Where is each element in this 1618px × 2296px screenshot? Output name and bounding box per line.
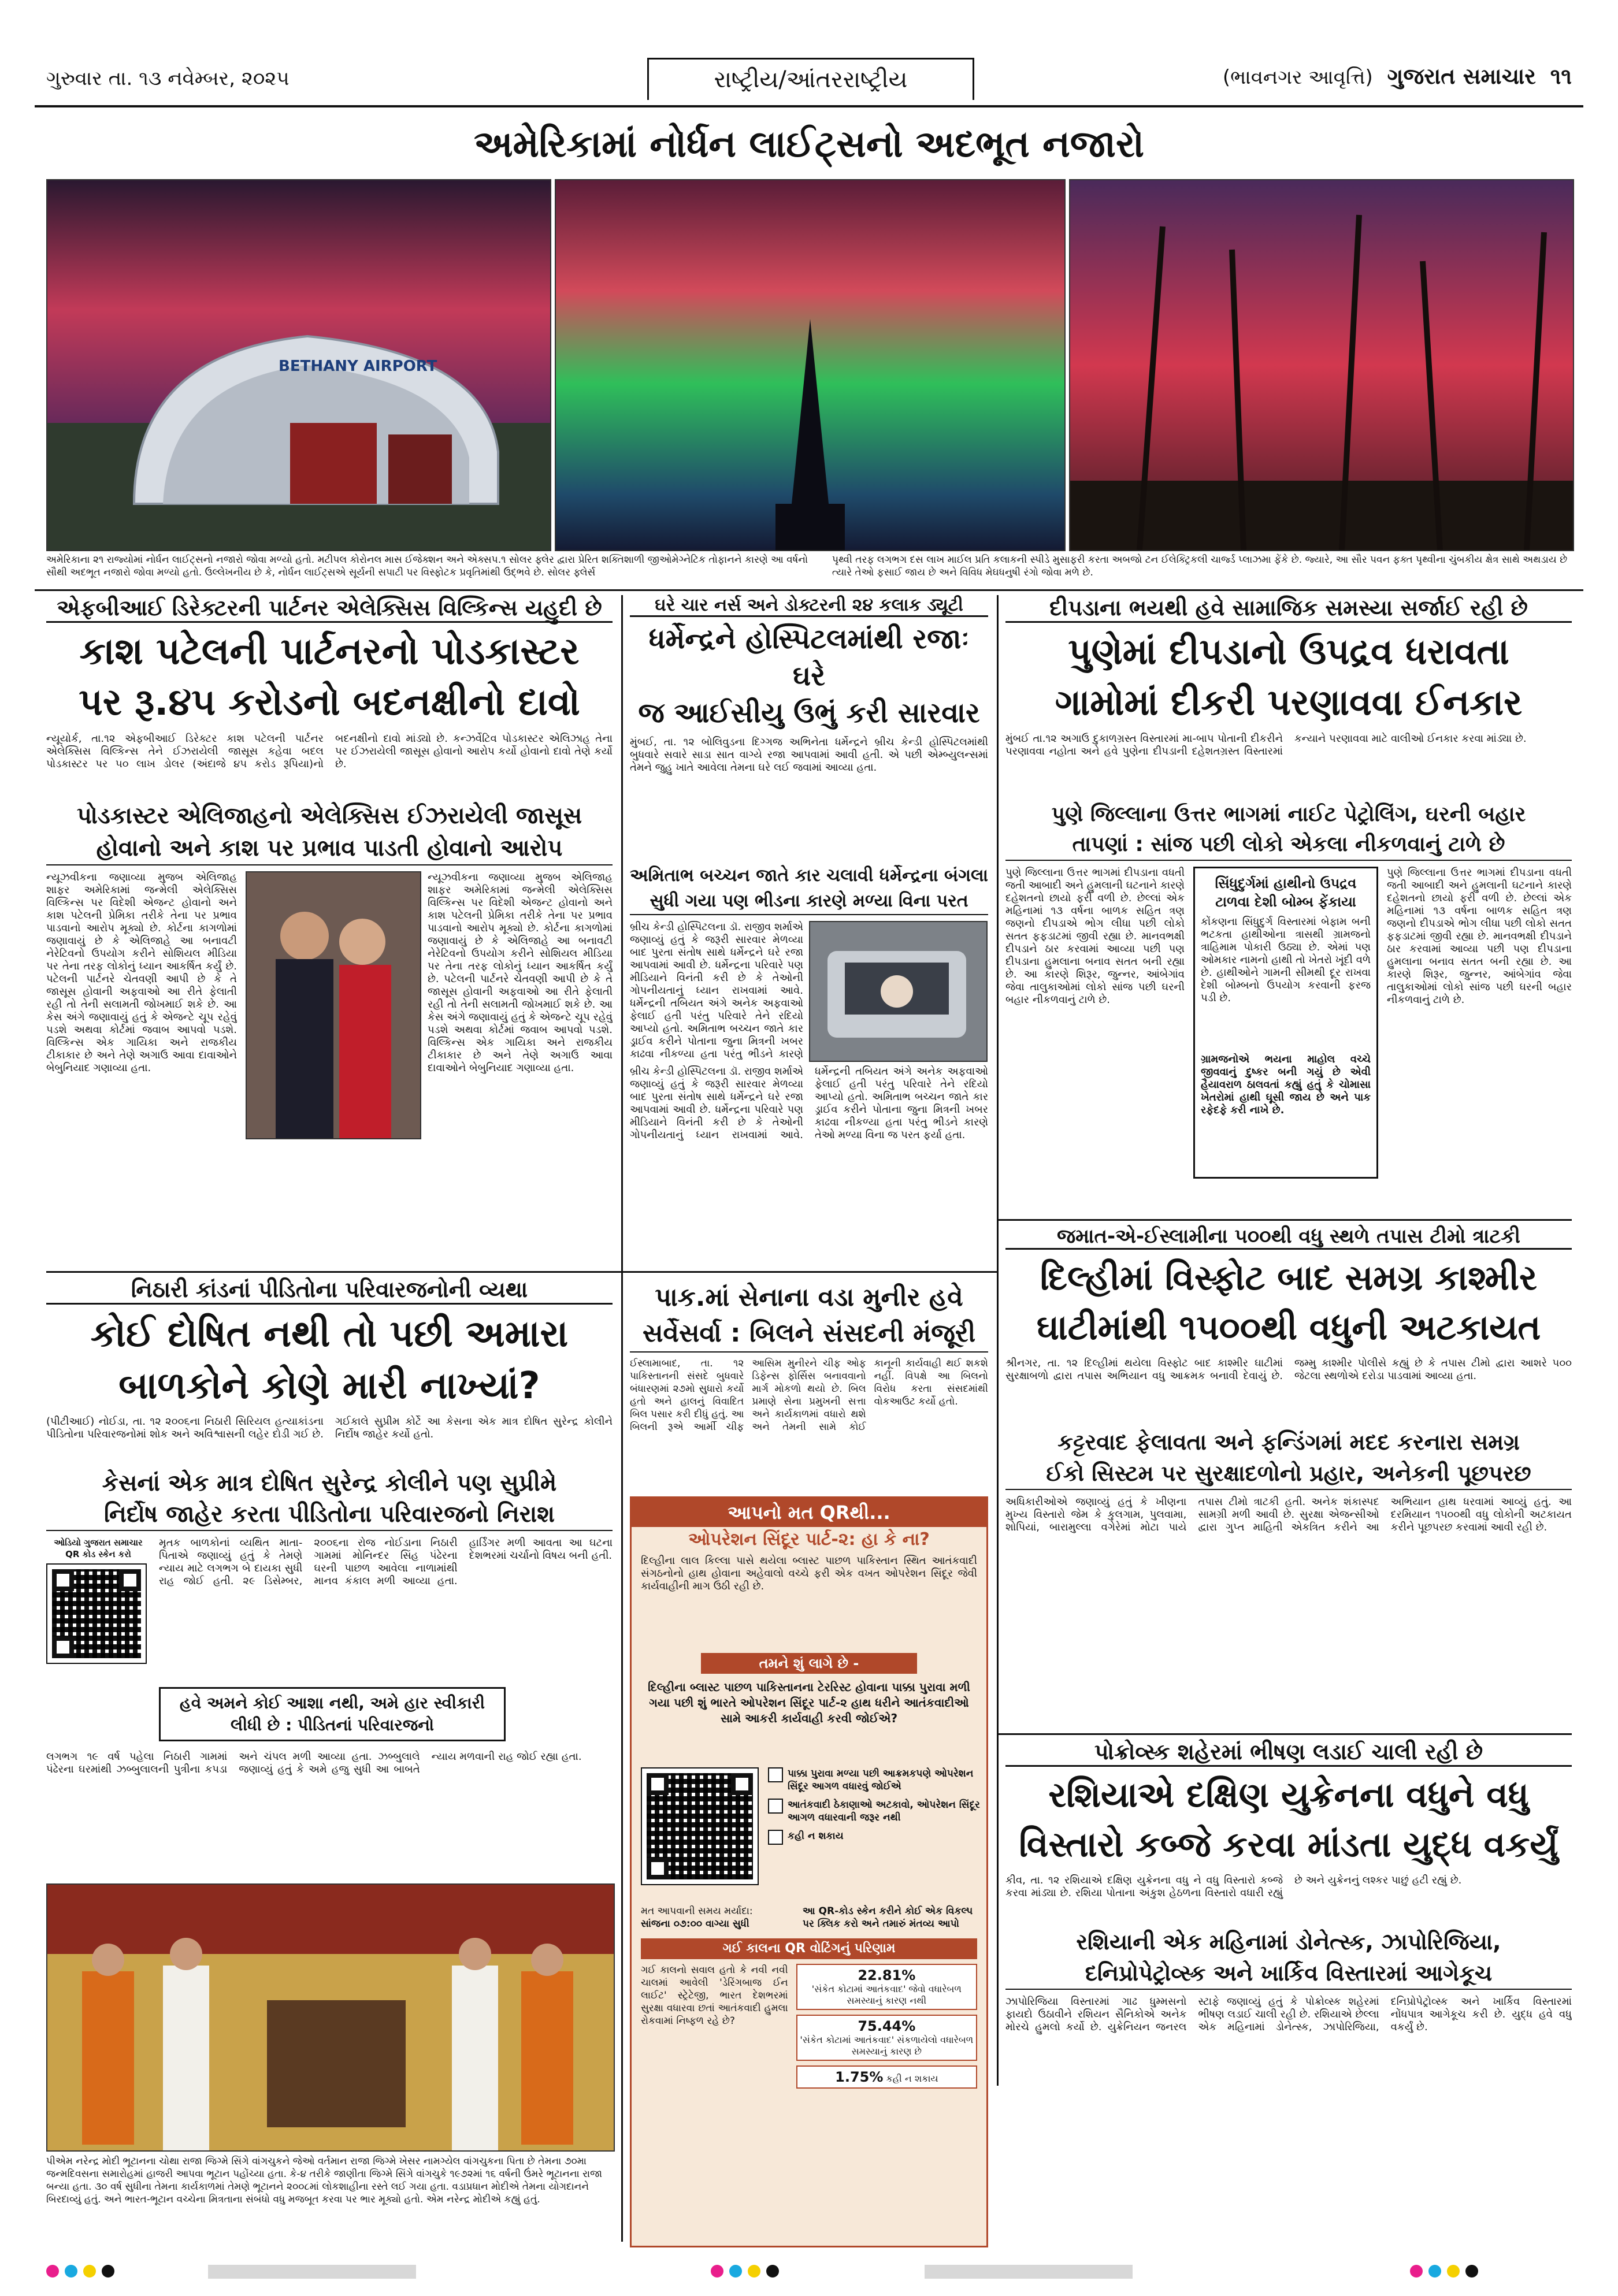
checkbox-icon	[768, 1830, 783, 1845]
poll-result-pct: 22.81%	[858, 1967, 916, 1983]
photo-couple	[246, 871, 421, 1139]
audio-qr-block	[46, 1537, 150, 1664]
photo-bhutan-ceremony	[46, 1883, 615, 2152]
magenta-dot	[711, 2265, 723, 2278]
story3-sub-1: પુણે જિલ્લાના ઉત્તર ભાગમાં નાઈટ પેટ્રોલિંગ, ઘરની બહાર	[1051, 803, 1526, 826]
elephant-box-body-2: ગ્રામજનોએ ભયના માહોલ વચ્ચે જીવવાનું દુષ્કર બની ગયું છે એવી હૈયાવરાળ ઠાલવતાં કહ્યું હતું કે ચોમાસા ખેતરોમાં હાથી ઘૂસી જાય છે અને પાક રફેદફે કરી નાખે છે.	[1201, 1053, 1371, 1116]
photo-steeple-aurora	[555, 179, 1066, 551]
story4-kicker: નિઠારી કાંડનાં પીડિતોના પરિવારજનોની વ્યથા	[46, 1277, 613, 1305]
story7-headline-2: વિસ્તારો કબ્જે કરવા માંડતા યુદ્ધ વકર્યું	[1019, 1825, 1558, 1865]
poll-question: દિલ્હીના બ્લાસ્ટ પાછળ પાકિસ્તાનના ટેરરિસ્ટ હોવાના પાક્કા પુરાવા મળી ગયા પછી શું ભારતે ઓપરેશન સિંદૂર પાર્ટ-૨ હાથ ધરીને આતંકવાદીઓ સામે આકરી કાર્યવાહી કરવી જોઈએ?	[648, 1680, 970, 1725]
story5-headline-1: પાક.માં સેનાના વડા મુનીર હવે	[655, 1283, 963, 1312]
story4-sub-2: નિર્દોષ જાહેર કરતા પીડિતોના પરિવારજનો નિરાશ	[46, 1499, 613, 1531]
section-rule	[997, 1219, 1572, 1221]
story6-lead: શ્રીનગર, તા. ૧૨ દિલ્હીમાં થયેલા વિસ્ફોટ બાદ કાશ્મીર ઘાટીમાં સુરક્ષાબળો દ્વારા તપાસ અભિયાન વધુ આક્રમક બનાવી દેવાયું છે. જમ્મુ કાશ્મીર પોલીસે કહ્યું છે કે તપાસ ટીમો દ્વારા આશરે ૫૦૦ જેટલા સ્થળોએ દરોડા પાડવામાં આવ્યા હતા.	[1005, 1357, 1572, 1382]
story7-kicker: પોક્રોવ્સ્ક શહેરમાં ભીષણ લડાઈ ચાલી રહી છે	[1005, 1739, 1572, 1767]
section-rule	[35, 589, 1583, 591]
audio-qr-code[interactable]	[46, 1563, 147, 1664]
story-dharmendra	[630, 595, 988, 1279]
story6-body: અધિકારીઓએ જણાવ્યું હતું કે ખીણના મુખ્ય વિસ્તારો જેમ કે કુલગામ, પુલવામા, શોપિયાં, બારામુલ્લા વગેરેમાં મોટા પાયે તપાસ ટીમો ત્રાટકી હતી. અનેક શંકાસ્પદ સામગ્રી મળી આવી છે. સુરક્ષા એજન્સીઓ દ્વારા ગુપ્ત માહિતી એકત્રિત કરીને આ અભિયાન હાથ ધરવામાં આવ્યું હતું. આ દરમિયાન ૧૫૦૦થી વધુ લોકોની અટકાયત કરીને પૂછપરછ કરવામાં આવી રહી છે.	[1005, 1496, 1572, 1533]
paper-name: ગુજરાત સમાચાર	[1387, 64, 1536, 89]
story2-sub-1: અમિતાભ બચ્ચન જાતે કાર ચલાવી ધર્મેન્દ્રના બંગલા	[630, 865, 989, 886]
edition-masthead	[1223, 64, 1572, 90]
story1-body-col3: ન્યૂઝવીકના જણાવ્યા મુજબ એલિજાહ શાફર અમેરિકામાં જન્મેલી એલેક્સિસ વિલ્કિન્સ પર વિદેશી એજન્ટ હોવાનો અને કાશ પટેલની પ્રેમિકા તરીકે તેના પર પ્રભાવ પાડવાનો આરોપ મૂક્યો છે. કોર્ટના કાગળોમાં જણાવાયું છે કે એલિજાહે આ બનાવટી નેરેટિવનો ઉપયોગ કરીને સોશિયલ મીડિયા પર તેના તરફ લોકોનું ધ્યાન આકર્ષિત કર્યું છે. પટેલની પાર્ટનરે ચેતવણી આપી છે કે તે જાસૂસ હોવાની અફવાઓ આ રીતે ફેલાતી રહી તો તેની સલામતી જોખમાઈ શકે છે. આ કેસ અંગે જણાવાયું હતું કે એજન્ટે ચૂપ રહેવું પડશે અથવા કોર્ટમાં જવાબ આપવો પડશે. વિલ્કિન્સ એક ગાયિકા અને રાજકીય ટીકાકાર છે અને તેણે અગાઉ આવા દાવાઓને બેબુનિયાદ ગણાવ્યા હતા.	[428, 871, 613, 1074]
story4-body-2: લગભગ ૧૯ વર્ષ પહેલા નિઠારી ગામમાં પંઢેરના ઘરમાંથી ઝબ્બુલાલની પુત્રીના કપડા અને ચંપલ મળી આવ્યા હતા. ઝબ્બુલાલે જણાવ્યું હતું કે અમે હજુ સુધી આ બાબતે ન્યાય મળવાની રાહ જોઈ રહ્યા હતા.	[46, 1751, 582, 1775]
elephant-sidebar-box	[1193, 867, 1378, 1179]
poll-option-label: પાક્કા પુરાવા મળ્યા પછી આક્રમકપણે ઓપરેશન સિંદૂર આગળ વધારવું જોઈએ	[788, 1768, 974, 1792]
story6-kicker: જમાત-એ-ઈસ્લામીના ૫૦૦થી વધુ સ્થળે તપાસ ટીમો ત્રાટકી	[1005, 1225, 1572, 1250]
story4-lead: (પીટીઆઈ) નોઈડા, તા. ૧૨ ૨૦૦૬ના નિઠારી સિરિયલ હત્યાકાંડના પીડિતોના પરિવારજનોમાં શોક અને અવિશ્વાસની લહેર દોડી ગઈ છે. ગઈકાલે સુપ્રીમ કોર્ટે આ કેસના એક માત્ર દોષિત સુરેન્દ્ર કોલીને નિર્દોષ જાહેર કર્યો હતો.	[46, 1416, 613, 1440]
hangar-aurora-graphic	[47, 180, 550, 550]
column-rule	[621, 595, 623, 1271]
story-pakistan	[630, 1280, 988, 1530]
poll-result-pct: 1.75%	[835, 2069, 884, 2085]
car-graphic	[810, 922, 986, 1061]
story1-sub-1: પોડકાસ્ટર એલિજાહનો એલેક્સિસ ઈઝરાયેલી જાસૂસ	[76, 803, 582, 829]
story-kash-patel	[46, 595, 613, 1241]
black-dot	[766, 2265, 779, 2278]
photo-caption-right: પૃથ્વી તરફ લગભગ દસ લાખ માઈલ પ્રતિ કલાકની સ્પીડે મુસાફરી કરતા અબજો ટન ઈલેક્ટ્રિકલી ચાર્જ્ડ પ્લાઝમા ફેંકે છે. જ્યારે, આ સૌર પવન ફક્ત પૃથ્વીના ચુંબકીય ક્ષેત્ર સાથે અથડાય છે ત્યારે તેઓ ફસાઈ જાય છે અને વિવિધ મેઘધનુષી રંગો જોવા મળે છે.	[832, 554, 1568, 578]
story3-headline-1: પુણેમાં દીપડાનો ઉપદ્રવ ધરાવતા	[1068, 630, 1509, 673]
story7-headline-1: રશિયાએ દક્ષિણ યુક્રેનના વધુને વધુ	[1048, 1775, 1529, 1815]
story5-headline-2: સર્વેસર્વા : બિલને સંસદની મંજૂરી	[630, 1316, 988, 1353]
photo-caption-left: અમેરિકાના ૨૧ રાજ્યોમાં નોર્ધન લાઈટ્સનો નજારો જોવા મળ્યો હતો. મટીપલ કોરોનલ માસ ઈજેક્શન અને એક્સપ.૧ સોલર ફ્લેર દ્વારા પ્રેરિત શક્તિશાળી જીઓમેગ્નેટિક તોફાનને કારણે આ વર્ષનો સૌથી અદભૂત નજારો જોવા મળ્યો હતો. ઉલ્લેખનીય છે કે, નોર્ધન લાઈટ્સએ સૂર્યની સપાટી પર વિસ્ફોટક પ્રવૃતિમાંથી ઉદ્ભવે છે. સોલર ફ્લેર્સ	[46, 554, 808, 578]
yellow-dot	[748, 2265, 760, 2278]
section-rule	[621, 1271, 997, 1273]
magenta-dot	[46, 2265, 59, 2278]
photo-hangar-aurora	[46, 179, 551, 551]
section-label: રાષ્ટ્રીય/આંતરરાષ્ટ્રીય	[647, 58, 974, 100]
story7-sub-1: રશિયાની એક મહિનામાં ડોનેત્સ્ક, ઝાપોરિજિયા,	[1076, 1929, 1501, 1955]
section-rule	[46, 1271, 621, 1273]
story1-lead: ન્યૂયોર્ક, તા.૧૨ એફબીઆઈ ડિરેક્ટર કાશ પટેલની પાર્ટનર એલેક્સિસ વિલ્કિન્સ તેને ઈઝરાયેલી જાસૂસ કહેવા બદલ પોડકાસ્ટર પર ૫૦ લાખ ડોલર (અંદાજે ૪૫ કરોડ રૂપિયા)નો બદનક્ષીનો દાવો માંડ્યો છે. કન્ઝર્વેટિવ પોડકાસ્ટર એલિઝાહ તેના પર ઈઝરાયેલી જાસૂસ હોવાનો આરોપ કર્યો હોવાનો દાવો તેણે કર્યો છે.	[46, 733, 613, 770]
qr-finder	[647, 1857, 669, 1879]
story3-headline-2: ગામોમાં દીકરી પરણાવવા ઈનકાર	[1055, 681, 1523, 723]
poll-deadline	[641, 1905, 803, 1930]
story2-body: બ્રીચ કેન્ડી હોસ્પિટલના ડૉ. રાજીવ શર્માએ જણાવ્યું હતું કે જરૂરી સારવાર મેળવ્યા બાદ પુરતા સંતોષ સાથે ધર્મેન્દ્રને ઘરે રજા આપવામાં આવી છે. ધર્મેન્દ્રના પરિવારે પણ મીડિયાને વિનંતી કરી છે કે તેઓની ગોપનીયતાનું ધ્યાન રાખવામાં આવે. ધર્મેન્દ્રની તબિયત અંગે અનેક અફવાઓ ફેલાઈ હતી પરંતુ પરિવારે તેને રદિયો આપ્યો હતો. અમિતાભ બચ્ચન જાતે કાર ડ્રાઈવ કરીને પોતાના જુના મિત્રની ખબર કાઢવા નીકળ્યા હતા પરંતુ ભીડને કારણે તેઓ મળ્યા વિના જ પરત ફર્યા હતા.	[630, 1065, 988, 1141]
story6-sub-1: કટ્ટરવાદ ફેલાવતા અને ફન્ડિંગમાં મદદ કરનારા સમગ્ર	[1057, 1429, 1520, 1455]
bhutan-photo-caption: પીએમ નરેન્દ્ર મોદી ભૂટાનના ચોથા રાજા જિગ્મે સિંગે વાંગચુકને જેઓ વર્તમાન રાજા જિગ્મે ખેસર નામગ્યેલ વાંગચુકના પિતા છે તેમના ૭૦મા જન્મદિવસના સમારોહમાં હાજરી આપવા ભૂટાન પહોંચ્યા હતા. કે-૪ તરીકે જાણીતા જિગ્મે સિંગે વાંગચુકે ૧૯૭૨માં ૧૬ વર્ષની ઉંમરે ભૂટાનના રાજા બન્યા હતા. ૩૦ વર્ષ સુધીના તેમના કાર્યકાળમાં તેમણે ભૂટાનને ૨૦૦૮માં લોકશાહીના રસ્તે લઈ ગયા હતા. વડાપ્રધાન મોદીએ તેમના યોગદાનને બિરદાવ્યું હતું. અને ભારત-ભૂટાન વચ્ચેના મિત્રતાના સંબંધો વધુ મજબૂત કરવા પર ભાર મૂક્યો હતો. એમ નરેન્દ્ર મોદીએ કહ્યું હતું.	[46, 2156, 603, 2205]
nithari-quote: હવે અમને કોઈ આશા નથી, અમે હાર સ્વીકારી લીધી છે : પીડિતનાં પરિવારજનો	[179, 1693, 485, 1734]
poll-result-row	[796, 2015, 977, 2061]
poll-head: આપનો મત QRથી...	[632, 1498, 986, 1527]
qr-finder	[647, 1773, 669, 1795]
registration-bar	[208, 2265, 416, 2279]
photo-forest-aurora	[1069, 179, 1574, 551]
cyan-dot	[65, 2265, 77, 2278]
hangar-sign: BETHANY AIRPORT	[279, 358, 437, 375]
story7-lead: કીવ, તા. ૧૨ રશિયાએ દક્ષિણ યુક્રેનના વધુ ને વધુ વિસ્તારો કબ્જે કરવા માંડ્યા છે. રશિયા પોતાના અંકુશ હેઠળના વિસ્તારો વધારી રહ્યું છે અને યુક્રેનનું લશ્કર પાછું હટી રહ્યું છે.	[1005, 1874, 1462, 1899]
story3-lead: મુંબઈ તા.૧૨ અગાઉ દુકાળગ્રસ્ત વિસ્તારમાં મા-બાપ પોતાની દીકરીને પરણાવવા નહોતા અને હવે પુણેના દીપડાની દહેશતગ્રસ્ત વિસ્તારમાં કન્યાને પરણાવવા માટે વાલીઓ ઈનકાર કરવા માંડ્યા છે.	[1005, 733, 1527, 757]
qr-finder	[119, 1569, 141, 1591]
page-number: ૧૧	[1550, 64, 1572, 89]
poll-qr-code[interactable]	[641, 1767, 759, 1885]
story3-body-col1: પુણે જિલ્લાના ઉત્તર ભાગમાં દીપડાના વધતી જતી આબાદી અને હુમલાની ઘટનાને કારણે દહેશતનો છાયો ફરી વળી છે. છેલ્લાં એક મહિનામાં ૧૩ વર્ષના બાળક સહિત ત્રણ જણનો દીપડાએ ભોગ લીધા પછી લોકો સતત ફફડાટમાં જીવી રહ્યા છે. માનવભક્ષી દીપડાને ઠાર કરવામાં આવ્યા પછી પણ દીપડાના હુમલાના બનાવ સતત બની રહ્યા છે. આ કારણે શિરૂર, જુન્નર, આંબેગાંવ જેવા તાલુકાઓમાં લોકો સાંજ પછી ઘરની બહાર નીકળવાનું ટાળે છે.	[1005, 867, 1185, 1006]
poll-result-head: ગઈ કાલના QR વોટિંગનું પરિણામ	[641, 1938, 977, 1959]
black-dot	[1465, 2265, 1478, 2278]
poll-intro: દિલ્હીના લાલ કિલ્લા પાસે થયેલા બ્લાસ્ટ પાછળ પાકિસ્તાન સ્થિત આતંકવાદી સંગઠનોનો હાથ હોવાના અહેવાલો વચ્ચે ફરી એક વખત ઓપરેશન સિંદૂર જેવી કાર્યવાહીની માગ ઉઠી રહી છે.	[641, 1555, 977, 1592]
registration-dots-center	[711, 2265, 785, 2280]
story2-body-top: બ્રીચ કેન્ડી હોસ્પિટલના ડૉ. રાજીવ શર્માએ જણાવ્યું હતું કે જરૂરી સારવાર મેળવ્યા બાદ પુરતા સંતોષ સાથે ધર્મેન્દ્રને ઘરે રજા આપવામાં આવી છે. ધર્મેન્દ્રના પરિવારે પણ મીડિયાને વિનંતી કરી છે કે તેઓની ગોપનીયતાનું ધ્યાન રાખવામાં આવે. ધર્મેન્દ્રની તબિયત અંગે અનેક અફવાઓ ફેલાઈ હતી પરંતુ પરિવારે તેને રદિયો આપ્યો હતો. અમિતાભ બચ્ચન જાતે કાર ડ્રાઈવ કરીને પોતાના જુના મિત્રની ખબર કાઢવા નીકળ્યા હતા પરંતુ ભીડને કારણે	[630, 921, 803, 1060]
section-rule	[997, 1733, 1572, 1735]
edition-label: (ભાવનગર આવૃત્તિ)	[1222, 66, 1373, 89]
elephant-box-title: સિંધુદુર્ગમાં હાથીનો ઉપદ્રવ ટાળવા દેશી બોમ્બ ફેંકાયા	[1215, 875, 1357, 910]
header-rule	[35, 105, 1583, 107]
registration-dots-left	[46, 2265, 120, 2280]
couple-graphic	[247, 872, 420, 1138]
story6-sub-2: ઈકો સિસ્ટમ પર સુરક્ષાદળોનો પ્રહાર, અનેકની પૂછપરછ	[1005, 1458, 1572, 1490]
poll-deadline-label: મત આપવાની સમય મર્યાદા:	[641, 1905, 753, 1917]
story5-body: ઈસ્લામાબાદ, તા. ૧૨ પાકિસ્તાનની સંસદે બુધવારે બંધારણમાં ૨૭મો સુધારો કર્યો હતો અને હાલનું વિવાદિત બિલ પસાર કરી દીધું હતું. આ બિલની રૂએ આર્મી ચીફ આસિમ મુનીરને ચીફ ઓફ ડિફેન્સ ફોર્સિસ બનાવવાનો માર્ગ મોકળો થયો છે. બિલ પ્રમાણે સેના પ્રમુખની સત્તા અને કાર્યકાળમાં વધારો થશે અને તેમની સામે કોઈ કાનૂની કાર્યવાહી થઈ શકશે નહીં. વિપક્ષે આ બિલનો વિરોધ કરતા સંસદમાંથી વોકઆઉટ કર્યો હતો.	[630, 1358, 988, 1433]
story7-body: ઝાપોરિજિયા વિસ્તારમાં ગાઢ ધુમ્મસનો ફાયદો ઉઠાવીને રશિયન સૈનિકોએ અનેક મોરચે હુમલો કર્યો છે. યુક્રેનિયન જનરલ સ્ટાફે જણાવ્યું હતું કે પોક્રોવ્સ્ક શહેરમાં ભીષણ લડાઈ ચાલી રહી છે. રશિયાએ છેલ્લા એક મહિનામાં ડોનેત્સ્ક, ઝાપોરિજિયા, દનિપ્રોપેટ્રોવ્સ્ક અને ખાર્કિવ વિસ્તારમાં નોંધપાત્ર આગેકૂચ કરી છે. યુદ્ધ હવે વધુ વકર્યું છે.	[1005, 1996, 1572, 2033]
page-banner-title: અમેરિકામાં નોર્ધન લાઈટ્સનો અદભૂત નજારો	[474, 123, 1144, 166]
story2-lead: મુંબઈ, તા. ૧૨ બોલિવુડના દિગ્ગજ અભિનેતા ધર્મેન્દ્રને બ્રીચ કેન્ડી હોસ્પિટલમાંથી બુધવારે સવારે સાડા સાત વાગ્યે રજા આપવામાં આવી હતી. એ પછી એમ્બ્યુલન્સમાં તેમને જુહુ ખાતે આવેલા તેમના ઘરે લઈ જવામાં આવ્યા હતા.	[630, 736, 988, 774]
story2-kicker: ઘરે ચાર નર્સ અને ડોક્ટરની ૨૪ કલાક ડ્યૂટી	[630, 595, 988, 617]
poll-result-label: 'સંકેત કોટામાં આતંકવાદ' સંકળાયેલો વધારેબળ સમસ્યાનું કારણ છે	[800, 2034, 974, 2057]
poll-result-question: ગઈ કાલનો સવાલ હતો કે નવી નવી ચાલમાં આવેલી 'ડેરિંગબાજ ઈન લાઈટ' સ્ટ્રેટેજી, ભારત દેશભરમાં સુરક્ષા વધારવા છતાં આતંકવાદી હુમલા રોકવામાં નિષ્ફળ રહે છે?	[641, 1964, 788, 2027]
qr-poll-panel	[630, 1496, 988, 2247]
story2-sub-2: સુધી ગયા પણ ભીડના કારણે મળ્યા વિના પરત	[630, 889, 988, 915]
poll-option-2[interactable]	[768, 1799, 981, 1824]
elephant-box-body: કોંકણના સિંધુદુર્ગ વિસ્તારમાં બેફામ બની ભટકતા હાથીઓના ત્રાસથી ગ્રામજનો ત્રાહિમામ પોકારી ઉઠ્યા છે. એમાં પણ ઓમકાર નામનો હાથી તો ખેતરો ખૂંદી વળે છે. હાથીઓને ગામની સીમથી દૂર રાખવા દેશી બોમ્બનો ઉપયોગ કરવાની ફરજ પડી છે.	[1201, 916, 1371, 1004]
qr-finder	[731, 1773, 753, 1795]
forest-aurora-graphic	[1070, 180, 1573, 550]
cyan-dot	[1428, 2265, 1441, 2278]
poll-title: ઓપરેશન સિંદૂર પાર્ટ-૨: હા કે ના?	[688, 1529, 930, 1550]
poll-question-head: તમને શું લાગે છે -	[701, 1653, 917, 1674]
column-rule	[997, 595, 999, 2086]
bhutan-ceremony-graphic	[47, 1885, 614, 2150]
story4-headline-1: કોઈ દોષિત નથી તો પછી અમારા	[90, 1313, 569, 1355]
yellow-dot	[83, 2265, 96, 2278]
story7-sub-2: દનિપ્રોપેટ્રોવ્સ્ક અને ખાર્કિવ વિસ્તારમાં આગેકૂચ	[1005, 1957, 1572, 1990]
poll-deadline-value: સાંજના ૦૭:૦૦ વાગ્યા સુધી	[641, 1918, 749, 1930]
poll-option-3[interactable]	[768, 1830, 981, 1845]
poll-result-row	[796, 1964, 977, 2010]
registration-dots-right	[1410, 2265, 1484, 2280]
black-dot	[102, 2265, 114, 2278]
checkbox-icon	[768, 1767, 783, 1782]
poll-result-label: 'સંકેત કોટામાં આતંકવાદ' જેવો વધારેબળ સમસ્યાનું કારણ નથી	[811, 1983, 962, 2006]
nithari-quote-box	[159, 1687, 506, 1741]
story6-headline-2: ઘાટીમાંથી ૧૫૦૦થી વધુની અટકાયત	[1036, 1307, 1541, 1348]
checkbox-icon	[768, 1799, 783, 1814]
story-russia-ukraine	[1005, 1739, 1572, 2186]
poll-option-1[interactable]	[768, 1767, 981, 1793]
poll-option-label: આતંકવાદી ઠેકાણાઓ અટકાવો, ઓપરેશન સિંદૂર આગળ વધારવાની જરૂર નથી	[788, 1799, 980, 1823]
registration-bar	[925, 2265, 1133, 2279]
yellow-dot	[1447, 2265, 1460, 2278]
poll-vote-area	[641, 1767, 980, 1900]
story6-headline-1: દિલ્હીમાં વિસ્ફોટ બાદ સમગ્ર કાશ્મીર	[1040, 1258, 1538, 1298]
story-leopard	[1005, 595, 1572, 1213]
cyan-dot	[729, 2265, 742, 2278]
story1-body-col1: ન્યૂઝવીકના જણાવ્યા મુજબ એલિજાહ શાફર અમેરિકામાં જન્મેલી એલેક્સિસ વિલ્કિન્સ પર વિદેશી એજન્ટ હોવાનો અને કાશ પટેલની પ્રેમિકા તરીકે તેના પર પ્રભાવ પાડવાનો આરોપ મૂક્યો છે. કોર્ટના કાગળોમાં જણાવાયું છે કે એલિજાહે આ બનાવટી નેરેટિવનો ઉપયોગ કરીને સોશિયલ મીડિયા પર તેના તરફ લોકોનું ધ્યાન આકર્ષિત કર્યું છે. પટેલની પાર્ટનરે ચેતવણી આપી છે કે તે જાસૂસ હોવાની અફવાઓ આ રીતે ફેલાતી રહી તો તેની સલામતી જોખમાઈ શકે છે. આ કેસ અંગે જણાવાયું હતું કે એજન્ટે ચૂપ રહેવું પડશે અથવા કોર્ટમાં જવાબ આપવો પડશે. વિલ્કિન્સ એક ગાયિકા અને રાજકીય ટીકાકાર છે અને તેણે અગાઉ આવા દાવાઓને બેબુનિયાદ ગણાવ્યા હતા.	[46, 871, 237, 1074]
story1-headline-1: કાશ પટેલની પાર્ટનરનો પોડકાસ્ટર	[79, 630, 580, 673]
poll-result-label: કહી ન શકાય	[886, 2073, 938, 2084]
story1-sub-2: હોવાનો અને કાશ પર પ્રભાવ પાડતી હોવાનો આરોપ	[46, 832, 613, 865]
story4-body: મૃતક બાળકોનાં વ્યથિત માતા-પિતાએ જણાવ્યું હતું કે તેમણે ન્યાય માટે લગભગ બે દાયકા સુધી રાહ જોઈ હતી. ૨૯ ડિસેમ્બર, ૨૦૦૬ના રોજ નોઈડાના નિઠારી ગામમાં મોનિન્દર સિંહ પંઢેરના ઘરની પાછળ આવેલા નાળામાંથી માનવ કંકાલ મળી આવ્યા હતા. હાર્ડિંગર મળી આવતા આ ઘટના દેશભરમાં ચર્ચાનો વિષય બની હતી.	[159, 1537, 613, 1587]
story2-headline-1: ધર્મેન્દ્રને હોસ્પિટલમાંથી રજાઃ ઘરે	[648, 623, 970, 692]
poll-result-pct: 75.44%	[858, 2018, 916, 2034]
issue-date: ગુરુવાર તા. ૧૩ નવેમ્બર, ૨૦૨૫	[46, 67, 290, 90]
story-kashmir	[1005, 1225, 1572, 1686]
story-nithari	[46, 1277, 613, 1826]
poll-result-row	[796, 2065, 977, 2089]
photo-car	[809, 921, 988, 1062]
poll-scan-instruction: આ QR-કોડ સ્કેન કરીને કોઈ એક વિકલ્પ પર ક્લિક કરો અને તમારું મંતવ્ય આપો	[803, 1905, 973, 1930]
story4-headline-2: બાળકોને કોણે મારી નાખ્યાં?	[118, 1365, 540, 1407]
qr-finder	[52, 1569, 74, 1591]
story2-headline-2: જ આઈસીયુ ઉભું કરી સારવાર	[638, 697, 980, 729]
poll-option-label: કહી ન શકાય	[788, 1830, 844, 1842]
qr-finder	[52, 1636, 74, 1658]
story3-sub-2: તાપણાં : સાંજ પછી લોકો એકલા નીકળવાનું ટાળે છે	[1005, 830, 1572, 861]
story3-kicker: દીપડાના ભયથી હવે સામાજિક સમસ્યા સર્જાઈ રહી છે	[1005, 595, 1572, 623]
story1-headline-2: પર રૂ.૪૫ કરોડનો બદનક્ષીનો દાવો	[79, 681, 580, 724]
steeple-aurora-graphic	[556, 180, 1064, 550]
story1-kicker: એફબીઆઈ ડિરેક્ટરની પાર્ટનર એલેક્સિસ વિલ્કિન્સ યહુદી છે	[46, 595, 613, 623]
magenta-dot	[1410, 2265, 1423, 2278]
column-rule	[621, 1271, 623, 2242]
audio-qr-label: ઓડિયો ગુજરાત સમાચાર QR કોડ સ્કેન કરો	[54, 1537, 143, 1559]
story3-body-col3: પુણે જિલ્લાના ઉત્તર ભાગમાં દીપડાના વધતી જતી આબાદી અને હુમલાની ઘટનાને કારણે દહેશતનો છાયો ફરી વળી છે. છેલ્લાં એક મહિનામાં ૧૩ વર્ષના બાળક સહિત ત્રણ જણનો દીપડાએ ભોગ લીધા પછી લોકો સતત ફફડાટમાં જીવી રહ્યા છે. માનવભક્ષી દીપડાને ઠાર કરવામાં આવ્યા પછી પણ દીપડાના હુમલાના બનાવ સતત બની રહ્યા છે. આ કારણે શિરૂર, જુન્નર, આંબેગાંવ જેવા તાલુકાઓમાં લોકો સાંજ પછી ઘરની બહાર નીકળવાનું ટાળે છે.	[1387, 867, 1572, 1006]
story4-sub-1: કેસનાં એક માત્ર દોષિત સુરેન્દ્ર કોલીને પણ સુપ્રીમે	[102, 1470, 557, 1496]
